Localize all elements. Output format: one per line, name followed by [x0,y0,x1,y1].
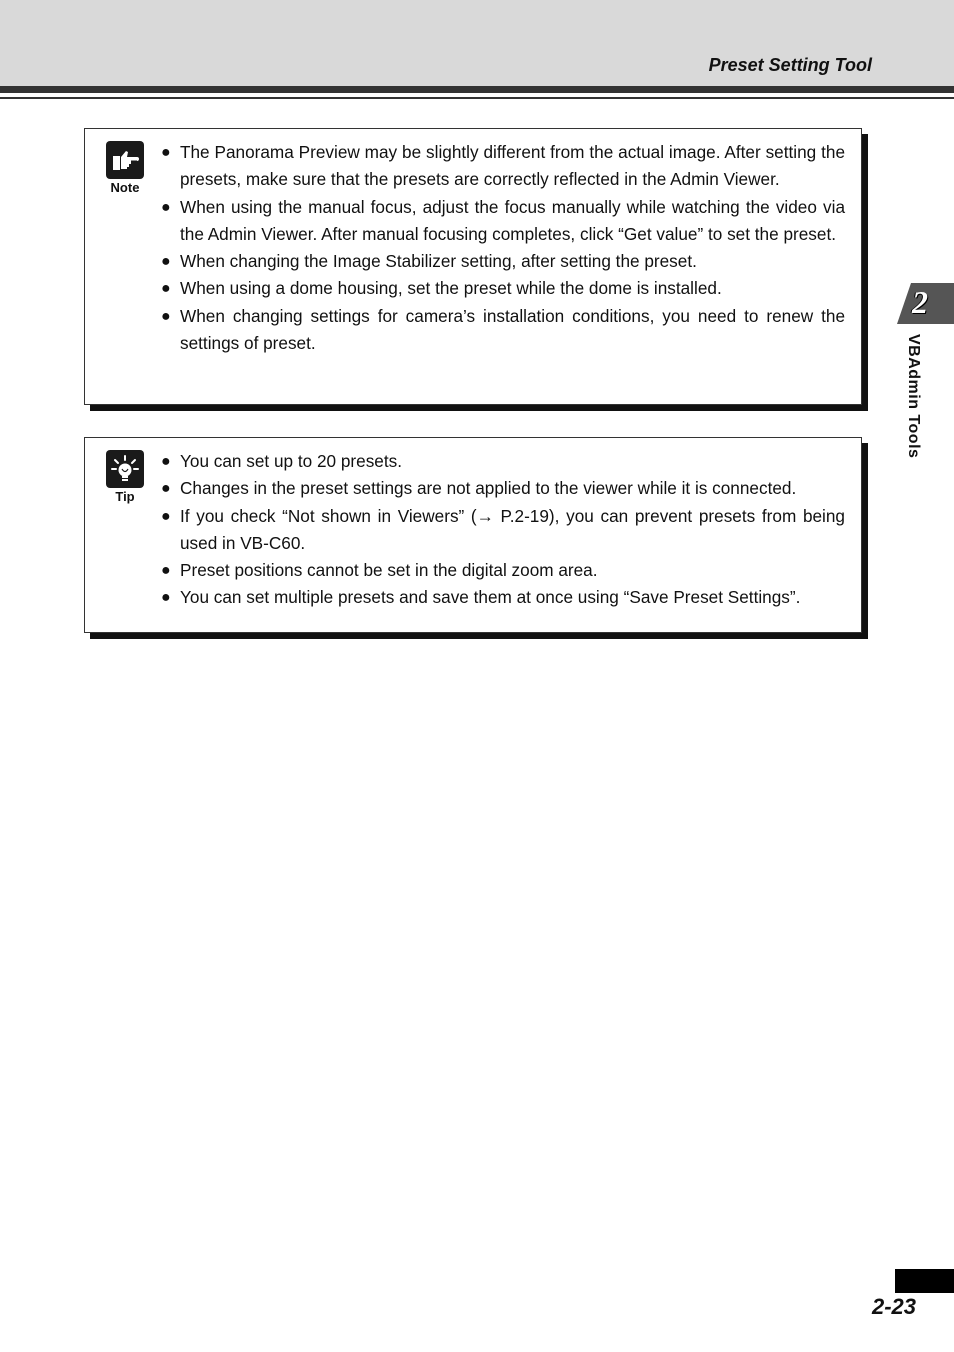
bullet-icon: ● [161,198,171,216]
tip-box [84,437,862,633]
list-item: ● When using a dome housing, set the preset while the dome is installed. [161,275,845,302]
note-box [84,128,862,405]
tip-label: Tip [115,489,135,504]
tip-icon-group [103,450,147,504]
bullet-icon: ● [161,144,171,161]
list-item: ● Preset positions cannot be set in the digital zoom area. [161,557,845,584]
list-item: ● The Panorama Preview may be slightly different from the actual image. After setting the presets, make sure that the presets are correctly reflected in the Admin Viewer. [161,139,845,194]
bullet-icon: ● [161,307,171,325]
note-list [161,139,845,357]
bullet-icon: ● [161,253,171,271]
page-number: 2-23 [871,1294,916,1319]
list-item: ● You can set up to 20 presets. [161,448,845,475]
list-item: ● When changing the Image Stabilizer setting, after setting the preset. [161,248,845,275]
note-label: Note [110,180,140,195]
pointing-hand-icon [106,141,144,179]
lightbulb-icon [106,450,144,488]
list-item: ● You can set multiple presets and save them at once using “Save Preset Settings”. [161,584,845,611]
bullet-icon: ● [161,589,171,607]
list-item: ● Changes in the preset settings are not applied to the viewer while it is connected. [161,475,845,502]
note-icon-group [103,141,147,195]
tip-list [161,448,845,612]
header-title: Preset Setting Tool [708,55,872,75]
chapter-number: 2 [912,284,928,320]
chapter-label: VBAdmin Tools [905,334,922,459]
bullet-icon: ● [161,507,171,525]
header-rule-thick [0,86,954,93]
header-rule-thin [0,97,954,99]
bullet-icon: ● [161,453,171,470]
list-item: ● If you check “Not shown in Viewers” (→ P.2-19), you can prevent presets from being used in VB-C60. [161,503,845,558]
bullet-icon: ● [161,562,171,580]
page-marker-block [895,1269,954,1293]
list-item: ● When using the manual focus, adjust the focus manually while watching the video via the Admin Viewer. After manual focusing completes, click “Get value” to set the preset. [161,194,845,249]
list-item: ● When changing settings for camera’s installation conditions, you need to renew the settings of preset. [161,303,845,358]
bullet-icon: ● [161,480,171,498]
bullet-icon: ● [161,280,171,298]
